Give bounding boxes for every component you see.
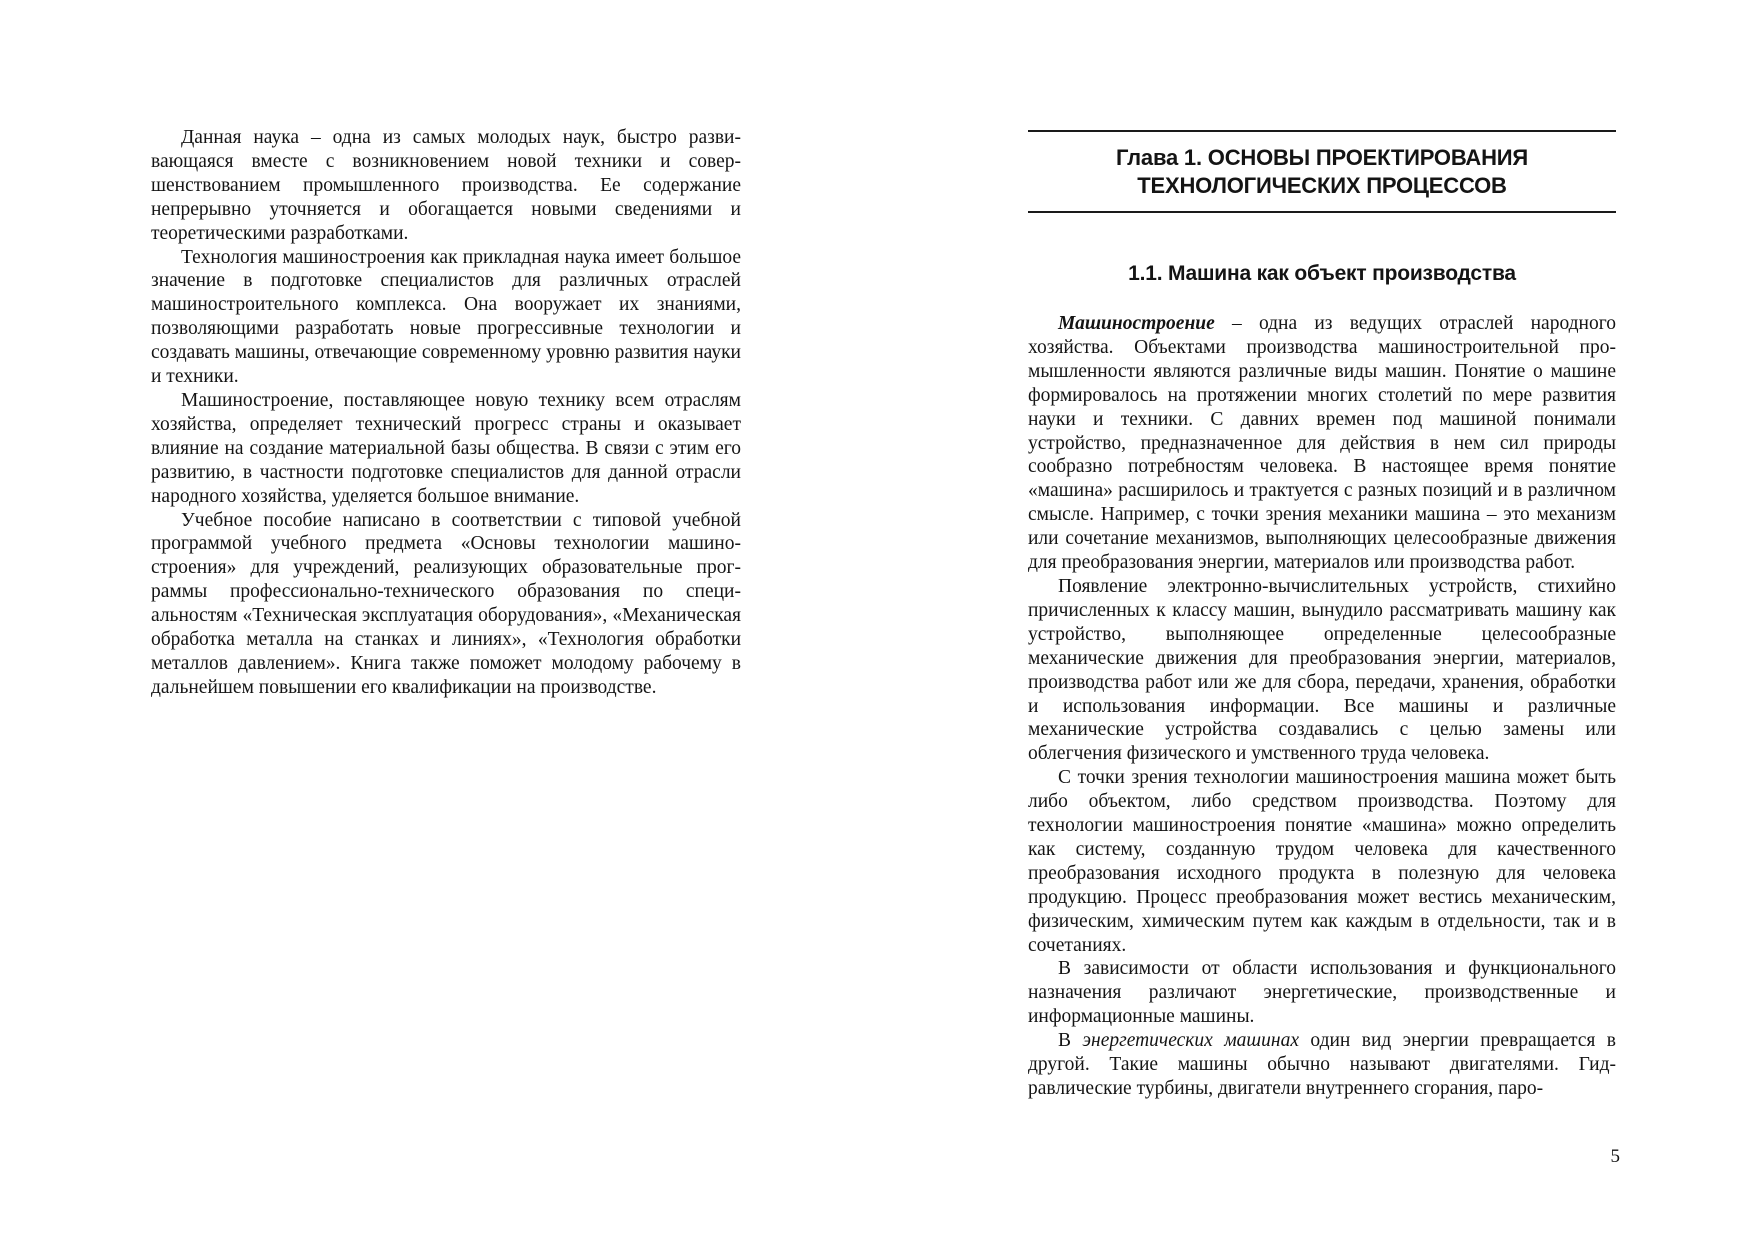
left-paragraph-2: Технология машиностроения как прикладная наука имеет большое значение в подготовке специалистов для различных отраслей машиностроительного комплекса. Она вооружает их знаниями, позволяющими разработать новые прогрессивные технологии и создавать машины, отвечающие современному уровню развития науки и техники. bbox=[151, 246, 741, 388]
left-paragraph-1: Данная наука – одна из самых молодых наук, быстро развивающаяся вместе с возникновением новой техники и совершенствованием промышленного производства. Ее содержание непрерывно уточняется и обогащается новыми сведениями и теоретическими разработками. bbox=[151, 127, 741, 244]
left-page bbox=[151, 126, 741, 700]
right-paragraph-2: Появление электронно-вычислительных устройств, стихийно причисленных к классу машин, вынудило рассматривать машину как устройство, выполняющее определенные целесообразные механические движения для преобразования энергии, материалов, производства работ или же для сбора, передачи, хранения, обработки и использования информации. Все машины и различные механические устройства создавались с целью замены или облегчения физического и умственного труда человека. bbox=[1028, 575, 1616, 765]
right-paragraph-5-lead: В bbox=[1058, 1030, 1083, 1052]
term-mashinostroenie: Машиностроение bbox=[1058, 313, 1215, 334]
right-paragraph-3: С точки зрения технологии машиностроения машина может быть либо объектом, либо средством производства. Поэтому для технологии машиностроения понятие «машина» можно определить как систему, созданную трудом человека для качественного преобразования исходного продукта в полезную для человека продукцию. Процесс преобразования может вестись механическим, физическим, химическим путем как каждым в отдельности, так и в сочетаниях. bbox=[1028, 767, 1616, 956]
right-paragraph-5-text: один вид энергии превращается в другой. Такие машины обычно называют двигателями. Гидравлические турбины, двигатели внутреннего сгорания, паро- bbox=[1028, 1030, 1616, 1099]
chapter-title-line-1: Глава 1. ОСНОВЫ ПРОЕКТИРОВАНИЯ bbox=[1115, 145, 1529, 170]
chapter-title-line-2: ТЕХНОЛОГИЧЕСКИХ ПРОЦЕССОВ bbox=[1137, 173, 1507, 198]
right-page bbox=[1028, 130, 1616, 1101]
page-number: 5 bbox=[1610, 1146, 1620, 1167]
right-paragraph-5 bbox=[1028, 1029, 1616, 1101]
term-energy-machines: энергетических машинах bbox=[1082, 1030, 1299, 1052]
left-paragraph-3: Машиностроение, поставляющее новую технику всем отраслям хозяйства, определяет технический прогресс страны и оказывает влияние на создание материальной базы общества. В связи с этим его развитию, в частности подготовке специалистов для данной отрасли народного хозяйства, уделяется большое внимание. bbox=[151, 389, 741, 507]
right-paragraph-4: В зависимости от области использования и функционального назначения различают энергетические, производственные и информационные машины. bbox=[1028, 958, 1616, 1028]
chapter-title bbox=[1028, 132, 1616, 211]
section-title: 1.1. Машина как объект производства bbox=[1128, 262, 1516, 285]
chapter-rule-bottom bbox=[1028, 211, 1616, 213]
right-paragraph-1 bbox=[1028, 312, 1616, 575]
left-paragraph-4: Учебное пособие написано в соответствии с типовой учебной программой учебного предмета «Основы технологии машиностроения» для учреждений, реализующих образовательные программы профессионально-технического образования по специальностям «Техническая эксплуатация оборудования», «Механическая обработка металла на станках и линиях», «Технология обработки металлов давлением». Книга также поможет молодому рабочему в дальнейшем повышении его квалификации на производстве. bbox=[151, 509, 741, 698]
right-paragraph-1-text: – одна из ведущих отраслей народного хозяйства. Объектами производства машиностроительной промышленности являются различные виды машин. Понятие о машине формировалось на протяжении многих столетий по мере развития науки и техники. С давних времен под машиной понимали устройство, предназначенное для действия в нем сил природы сообразно потребностям человека. В настоящее время понятие «машина» расширилось и трактуется с разных позиций и в различном смысле. Например, с точки зрения механики машина – это механизм или сочетание механизмов, выполняющих целесообразные движения для преобразования энергии, материалов или производства работ. bbox=[1028, 313, 1616, 574]
